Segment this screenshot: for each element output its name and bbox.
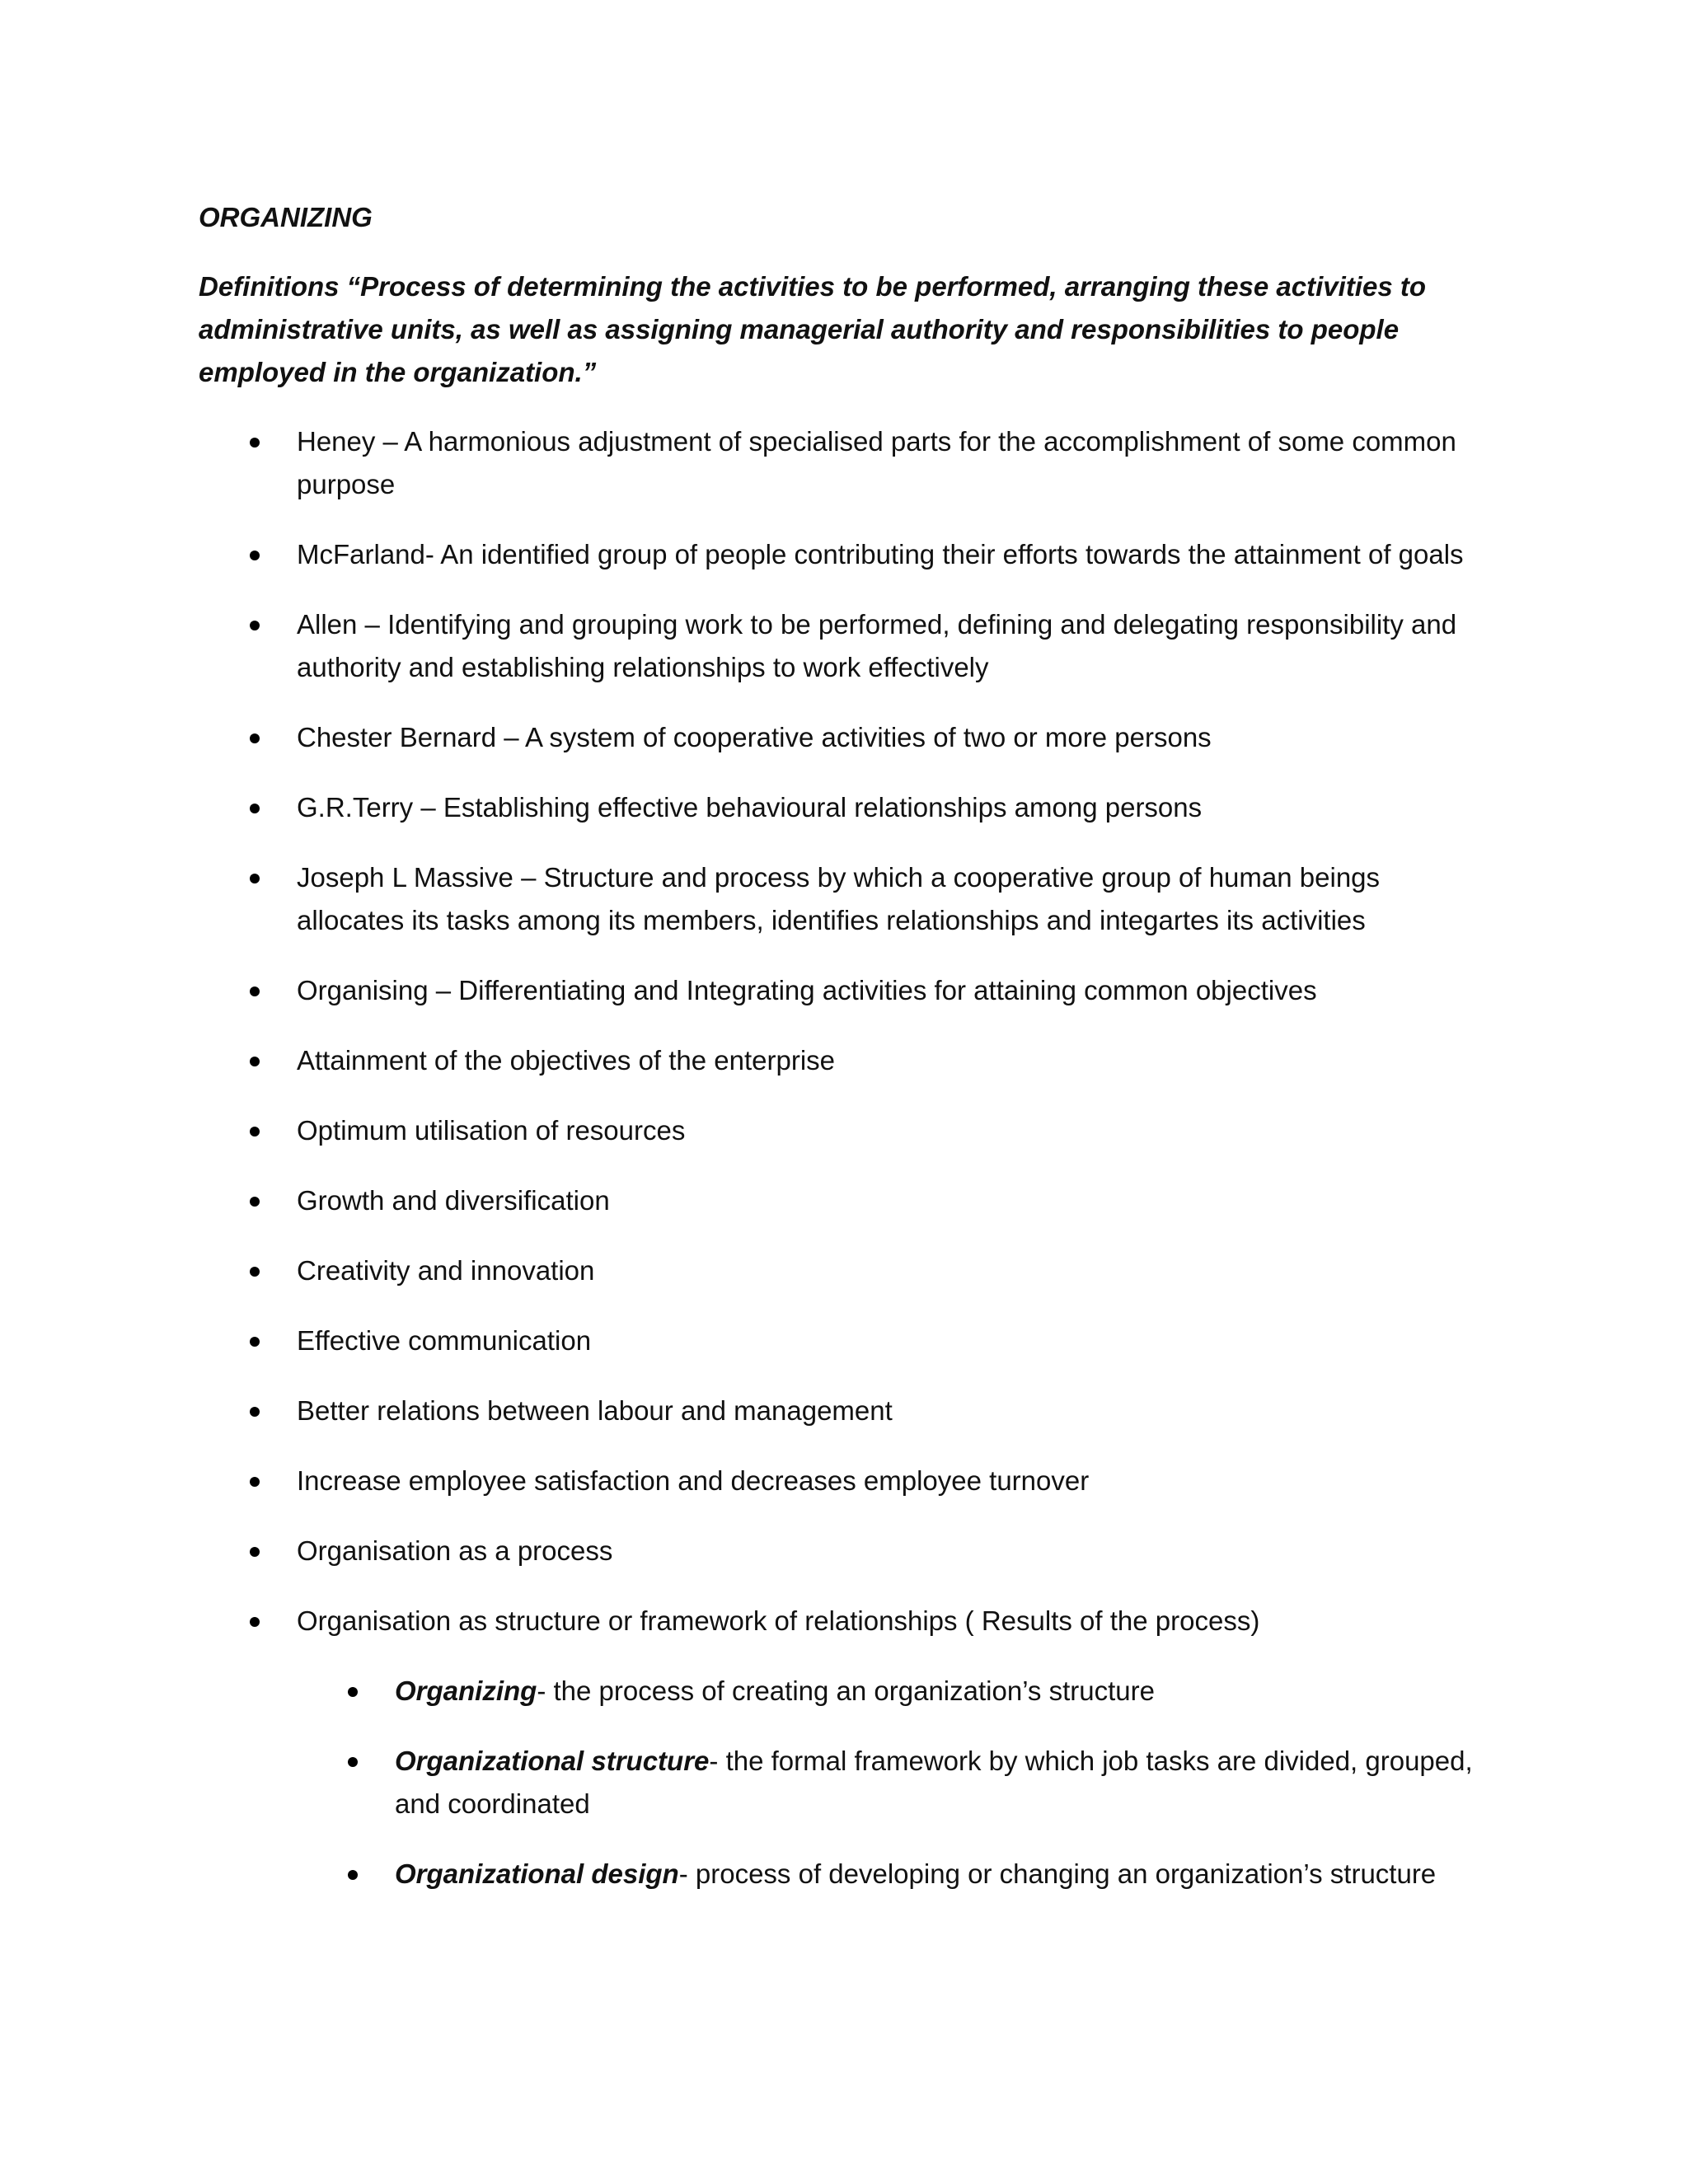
list-item <box>199 533 1484 576</box>
document-content <box>199 196 1484 1923</box>
bullet-icon <box>250 1617 260 1627</box>
list-item <box>199 716 1484 759</box>
bullet-icon <box>250 804 260 813</box>
list-item <box>199 603 1484 689</box>
list-item <box>199 1530 1484 1572</box>
list-item <box>199 1109 1484 1152</box>
list-item <box>199 1039 1484 1082</box>
list-item <box>199 1460 1484 1502</box>
list-item-text: Better relations between labour and management <box>297 1395 893 1426</box>
list-item <box>199 969 1484 1012</box>
list-item <box>199 420 1484 506</box>
term-label: Organizing <box>395 1675 537 1706</box>
list-item <box>199 1600 1484 1896</box>
bullet-icon <box>250 1407 260 1417</box>
list-item <box>199 856 1484 942</box>
list-item-text: Increase employee satisfaction and decreases employee turnover <box>297 1465 1090 1496</box>
definitions-list <box>199 420 1484 1896</box>
nested-list-item <box>297 1670 1484 1713</box>
list-item-text: Organisation as structure or framework of relationships ( Results of the process) <box>297 1605 1260 1636</box>
list-item <box>199 1179 1484 1222</box>
list-item-text: Allen – Identifying and grouping work to be performed, defining and delegating responsibility and authority and establishing relationships to work effectively <box>297 609 1457 682</box>
list-item-text: Organisation as a process <box>297 1535 613 1566</box>
term-label: Organizational design <box>395 1858 679 1889</box>
list-item-text: Creativity and innovation <box>297 1255 595 1286</box>
bullet-icon <box>250 551 260 560</box>
bullet-icon <box>250 1197 260 1207</box>
list-item-text: Heney – A harmonious adjustment of specialised parts for the accomplishment of some common purpose <box>297 426 1456 499</box>
nested-list-item <box>297 1853 1484 1896</box>
list-item-text: Organising – Differentiating and Integrating activities for attaining common objectives <box>297 975 1317 1005</box>
list-item-text: G.R.Terry – Establishing effective behavioural relationships among persons <box>297 792 1203 823</box>
bullet-icon <box>250 1127 260 1137</box>
bullet-icon <box>348 1757 358 1767</box>
list-item-text: McFarland- An identified group of people contributing their efforts towards the attainment of goals <box>297 539 1464 569</box>
bullet-icon <box>250 621 260 630</box>
term-label: Organizational structure <box>395 1746 710 1776</box>
nested-definitions-list <box>297 1670 1484 1896</box>
term-description: - the formal framework by which job tasks are divided, grouped, and coordinated <box>395 1746 1473 1819</box>
bullet-icon <box>250 874 260 883</box>
bullet-icon <box>348 1870 358 1880</box>
definition-paragraph: Definitions “Process of determining the activities to be performed, arranging these activities to administrative units, as well as assigning managerial authority and responsibilities to people employed in the organization.” <box>199 271 1426 387</box>
bullet-icon <box>250 987 260 996</box>
nested-list-item <box>297 1740 1484 1825</box>
list-item-text: Chester Bernard – A system of cooperative activities of two or more persons <box>297 722 1212 752</box>
term-description: - process of developing or changing an organization’s structure <box>678 1858 1437 1889</box>
bullet-icon <box>250 438 260 448</box>
list-item <box>199 1319 1484 1362</box>
page-title: ORGANIZING <box>199 202 373 232</box>
list-item <box>199 1390 1484 1432</box>
bullet-icon <box>250 733 260 743</box>
bullet-icon <box>250 1057 260 1066</box>
list-item-text: Joseph L Massive – Structure and process by which a cooperative group of human beings allocates its tasks among its members, identifies relationships and integartes its activities <box>297 862 1381 935</box>
bullet-icon <box>250 1267 260 1277</box>
list-item <box>199 1249 1484 1292</box>
bullet-icon <box>250 1337 260 1347</box>
list-item-text: Growth and diversification <box>297 1185 610 1216</box>
list-item-text: Optimum utilisation of resources <box>297 1115 686 1146</box>
list-item-text: Attainment of the objectives of the enterprise <box>297 1045 836 1076</box>
list-item-text: Effective communication <box>297 1325 592 1356</box>
bullet-icon <box>250 1477 260 1487</box>
bullet-icon <box>250 1547 260 1557</box>
term-description: - the process of creating an organization’s structure <box>537 1675 1155 1706</box>
list-item <box>199 786 1484 829</box>
bullet-icon <box>348 1687 358 1697</box>
